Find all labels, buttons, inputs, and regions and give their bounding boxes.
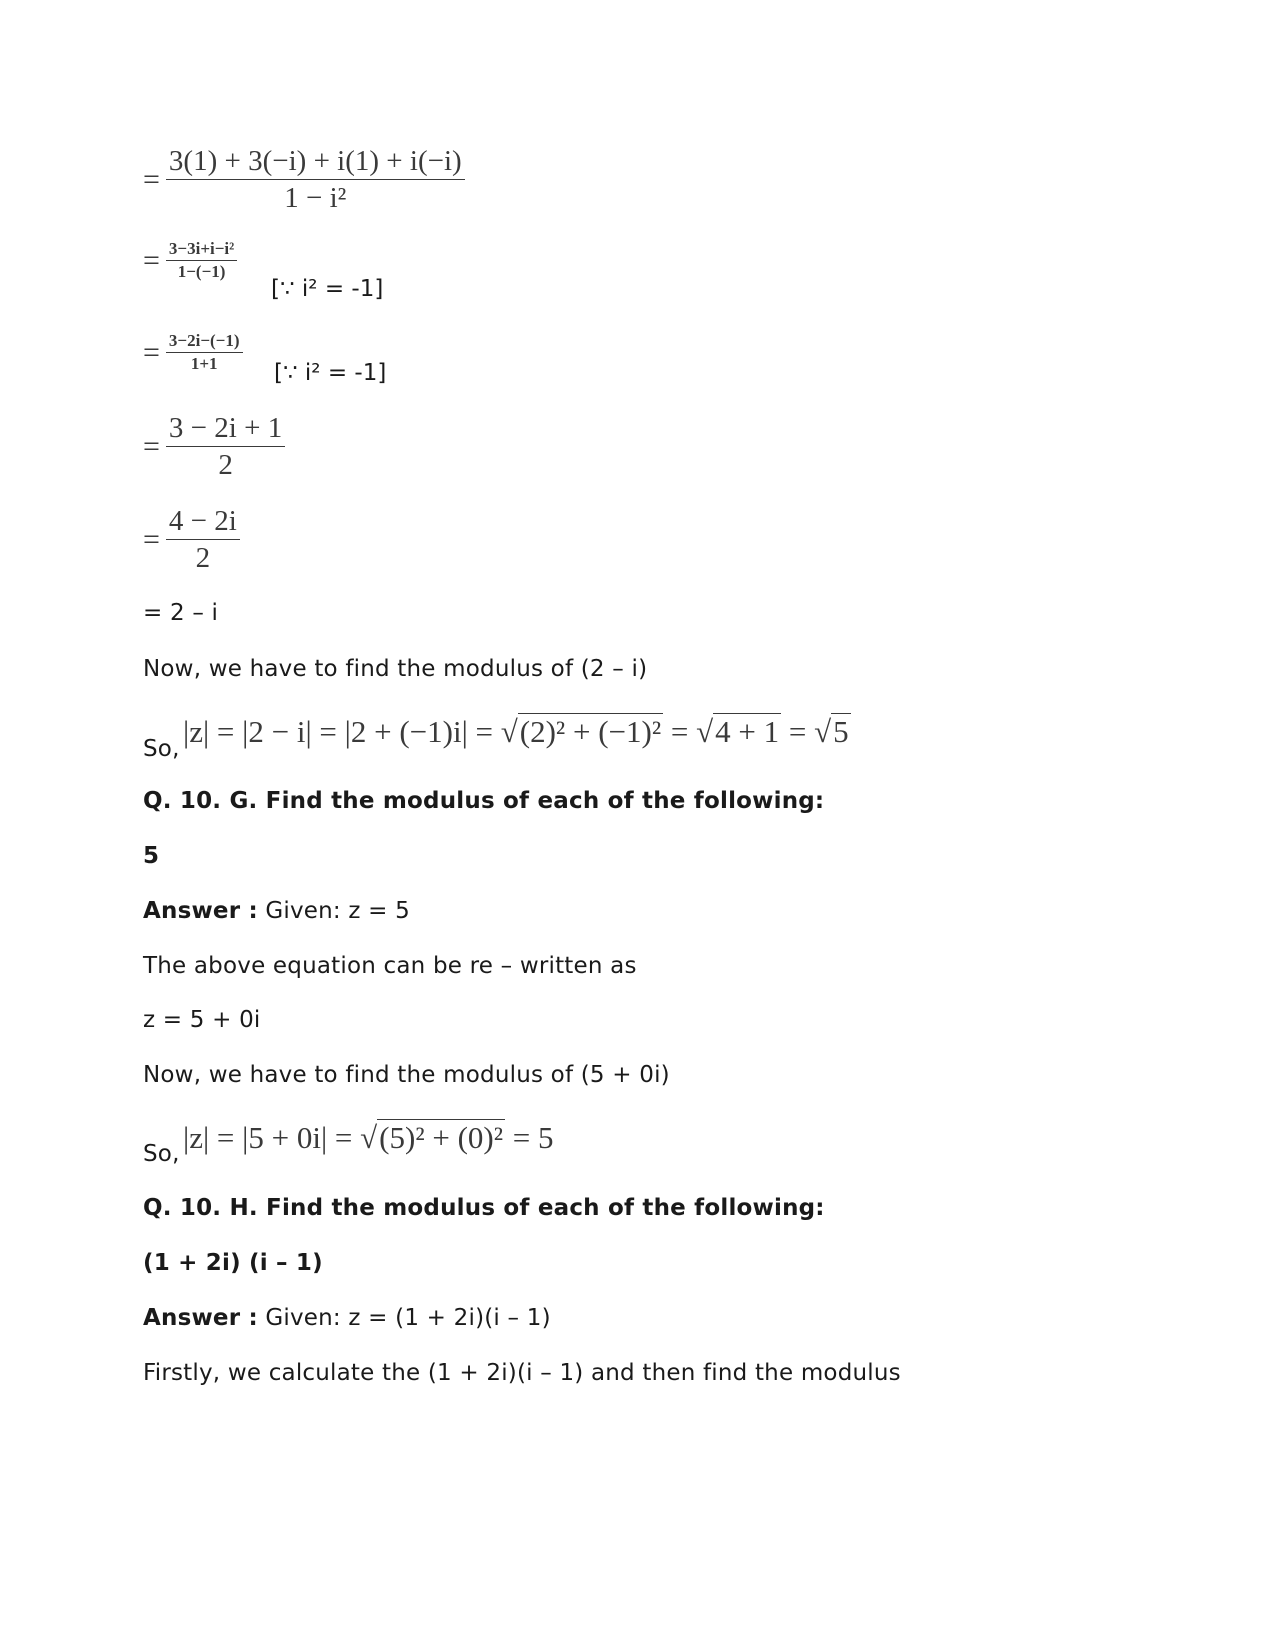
question-heading: Q. 10. H. Find the modulus of each of the following: [143,1195,825,1221]
answer-line [143,898,410,924]
radicand: 4 + 1 [715,714,780,749]
numerator: 3(1) + 3(−i) + i(1) + i(−i) [168,145,462,177]
text-line: z = 5 + 0i [143,1007,261,1033]
question-expression: 5 [143,843,160,869]
identity-note: [∵ i² = -1] [274,360,387,386]
so-label: So, [143,736,180,762]
numerator: 3−2i−(−1) [168,331,240,350]
modulus-intro-line: Now, we have to find the modulus of (2 – i) [143,656,648,682]
equals-sign: = [143,522,160,556]
radicand: 5 [833,714,849,749]
equals-sign: = [143,243,160,277]
radicand: (5)² + (0)² [379,1120,504,1155]
radicand: (2)² + (−1)² [519,714,662,749]
modulus-formula-1 [183,714,851,750]
sqrt-sign: √ [814,714,832,749]
question-heading: Q. 10. G. Find the modulus of each of the following: [143,788,825,814]
identity-note: [∵ i² = -1] [271,276,384,302]
fraction-step-2 [143,238,237,283]
answer-label: Answer : [143,1305,258,1331]
sqrt-sign: √ [696,714,714,749]
formula-eq: = [781,714,815,749]
formula-rhs: = 5 [505,1120,554,1155]
equals-sign: = [143,162,160,196]
denominator: 1−(−1) [177,262,226,281]
formula-eq: = [663,714,697,749]
fraction-step-3 [143,330,243,375]
text-line: Firstly, we calculate the (1 + 2i)(i – 1) and then find the modulus [143,1360,901,1386]
fraction-step-1 [143,143,465,216]
formula-lhs: |z| = |2 − i| = |2 + (−1)i| = [183,714,501,749]
equals-sign: = [143,335,160,369]
denominator: 2 [195,542,211,574]
denominator: 1+1 [190,354,218,373]
answer-label: Answer : [143,898,258,924]
answer-text: Given: z = 5 [257,898,410,924]
numerator: 3−3i+i−i² [168,239,235,258]
denominator: 1 − i² [284,182,347,214]
sqrt-sign: √ [360,1120,378,1155]
sqrt-sign: √ [500,714,518,749]
text-line: The above equation can be re – written as [143,953,637,979]
denominator: 2 [218,449,233,481]
equals-sign: = [143,429,160,463]
fraction-step-5 [143,503,240,576]
numerator: 4 − 2i [168,505,237,537]
question-expression: (1 + 2i) (i – 1) [143,1250,323,1276]
result-line: = 2 – i [143,600,219,626]
answer-text: Given: z = (1 + 2i)(i – 1) [257,1305,551,1331]
so-label: So, [143,1141,180,1167]
modulus-formula-2 [183,1120,554,1156]
answer-line [143,1305,551,1331]
text-line: Now, we have to find the modulus of (5 + 0i) [143,1062,670,1088]
numerator: 3 − 2i + 1 [168,412,283,444]
formula-lhs: |z| = |5 + 0i| = [183,1120,361,1155]
fraction-step-4 [143,410,285,483]
